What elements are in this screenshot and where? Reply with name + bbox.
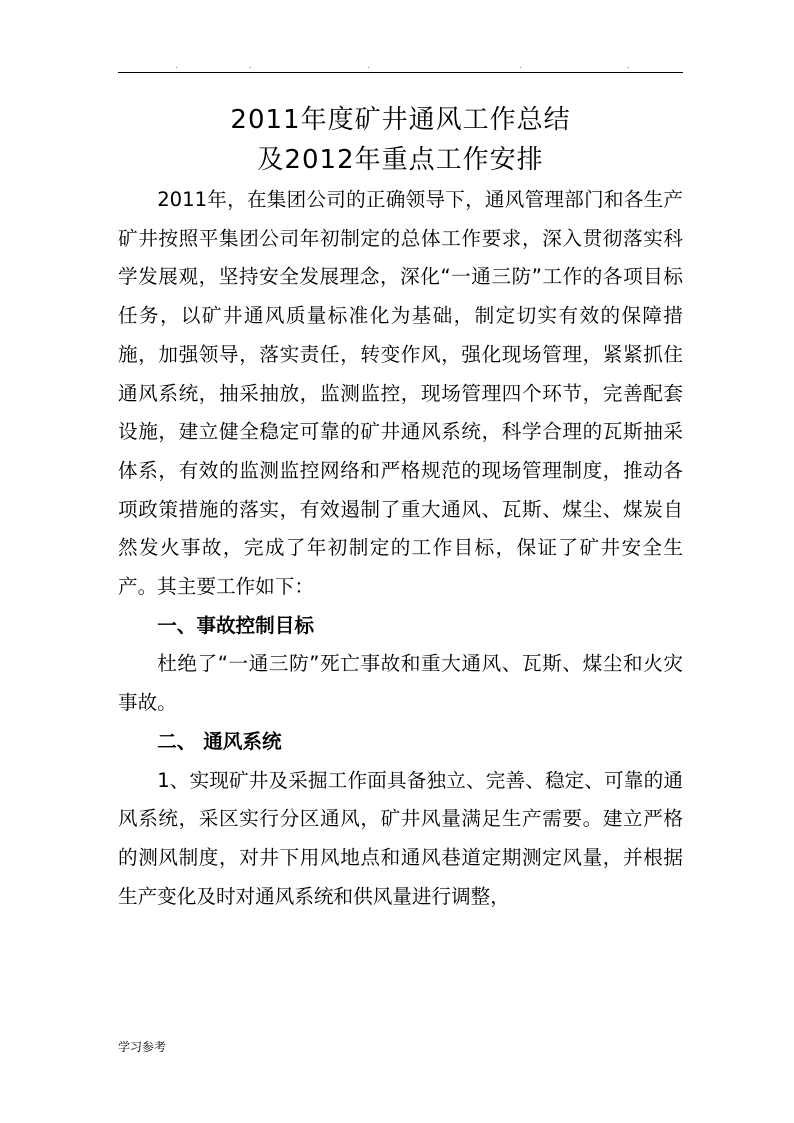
intro-paragraph: 2011年，在集团公司的正确领导下，通风管理部门和各生产矿井按照平集团公司年初制定的总体工作要求，深入贯彻落实科学发展观，坚持安全发展理念，深化“一通三防”工作的各项目标任务，以矿井通风质量标准化为基础，制定切实有效的保障措施，加强领导，落实责任，转变作风，强化现场管理，紧紧抓住通风系统，抽采抽放，监测监控，现场管理四个环节，完善配套设施，建立健全稳定可靠的矿井通风系统，科学合理的瓦斯抽采体系，有效的监测监控网络和严格规范的现场管理制度，推动各项政策措施的落实，有效遏制了重大通风、瓦斯、煤尘、煤炭自然发火事故，完成了年初制定的工作目标，保证了矿井安全生产。其主要工作如下： bbox=[118, 188, 683, 599]
header-dot: . bbox=[175, 61, 178, 70]
footer-label: 学习参考 bbox=[118, 1040, 167, 1054]
header-rule bbox=[118, 72, 683, 73]
header-dot: . bbox=[627, 61, 630, 70]
section-heading-2: 二、 通风系统 bbox=[157, 729, 282, 753]
header-dot: . bbox=[367, 61, 370, 70]
header-dot: . bbox=[519, 61, 522, 70]
section-heading-1: 一、事故控制目标 bbox=[157, 613, 314, 637]
section-2-paragraph: 1、实现矿井及采掘工作面具备独立、完善、稳定、可靠的通风系统，采区实行分区通风，矿井风量满足生产需要。建立严格的测风制度，对井下用风地点和通风巷道定期测定风量，并根据生产变化及时对通风系统和供风量进行调整， bbox=[118, 768, 683, 908]
document-title-line-2: 及2012年重点工作安排 bbox=[257, 145, 544, 175]
document-title-line-1: 2011年度矿井通风工作总结 bbox=[230, 105, 571, 135]
section-1-paragraph: 杜绝了“一通三防”死亡事故和重大通风、瓦斯、煤尘和火灾事故。 bbox=[118, 652, 683, 715]
document-body bbox=[118, 181, 683, 916]
header-dots bbox=[118, 62, 683, 72]
header-dot: . bbox=[249, 61, 252, 70]
